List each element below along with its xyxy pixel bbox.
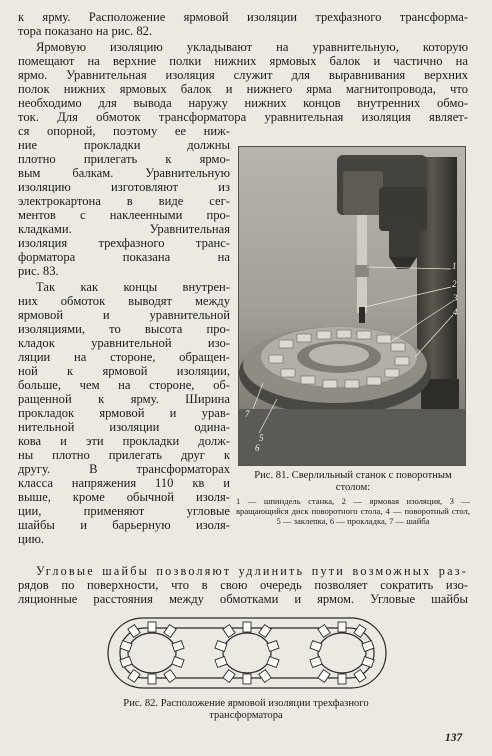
text-line: нительной изоляции одина- [18, 420, 230, 434]
page-number: 137 [445, 732, 463, 744]
text-line: ции, применяют угловые [18, 504, 230, 518]
drilling-machine-photo [238, 146, 466, 466]
figure-81-caption: Рис. 81. Сверлильный станок с поворотным столом: [254, 470, 452, 493]
text-line: полок нижних ярмовых балок и нижнего ярма магнитопровода, что [18, 82, 468, 96]
callout-1: 1 [452, 261, 457, 271]
text-line: ляционные расстояния между обмотками и ярмом. Угловые шайбы [18, 592, 468, 606]
text-line: рис. 83. [18, 264, 59, 278]
text-line: изоляция трехфазного транс- [18, 236, 230, 250]
callout-2: 2 [452, 279, 457, 289]
text-line: другу. В трансформаторах [18, 462, 230, 476]
figure-82-caption: Рис. 82. Расположение ярмовой изоляции трехфазного трансформатора [123, 698, 369, 721]
text-line: больше, чем на стороне, об- [18, 378, 230, 392]
text-line: шайбы и барьерную изоля- [18, 518, 230, 532]
text-line: ляции на стороне, обращен- [18, 350, 230, 364]
callout-5: 5 [259, 433, 264, 443]
figure-81-legend: 1 — шпиндель станка, 2 — ярмовая изоляция, 3 — вращающийся диск поворотного стола, 4 — поворотный стол, 5 — заклепка, 6 — прокладка, 7 — шайба [236, 496, 470, 526]
text-line: вым балкам. Уравнительную [18, 166, 230, 180]
callout-6: 6 [255, 443, 260, 453]
yoke-insulation-drawing [104, 612, 390, 694]
text-line: класса напряжения 110 кв и [18, 476, 230, 490]
text-line: Так как концы внутрен- [36, 280, 230, 294]
text-line: рядов по поверхности, что в свою очередь позволяет сократить изо- [18, 578, 468, 592]
text-line: необходимо для вывода наружу нижних концов внутренних обмо- [18, 96, 468, 110]
text-line: ны плотно прилегать друг к [18, 448, 230, 462]
text-line: плотно прилегать к ярмо- [18, 152, 230, 166]
text-line: изоляцию изготовляют из [18, 180, 230, 194]
text-line: ся опорной, поэтому ее ниж- [18, 124, 230, 138]
text-line: Угловые шайбы позволяют удлинить пути возможных раз- [36, 564, 468, 578]
text-line: помещают на верхние полки нижних ярмовых балок и частично на [18, 54, 468, 68]
text-line: тора показано на рис. 82. [18, 24, 153, 38]
text-line: Ярмовую изоляцию укладывают на уравнительную, которую [36, 40, 468, 54]
text-line: кова и эти прокладки долж- [18, 434, 230, 448]
text-line: ращенной к ярму. Ширина [18, 392, 230, 406]
text-line: ние прокладки должны [18, 138, 230, 152]
text-line: цию. [18, 532, 45, 546]
text-line: форматора показана на [18, 250, 230, 264]
text-line: прокладок ярмовой и урав- [18, 406, 230, 420]
callout-4: 4 [453, 307, 458, 317]
text-line: них обмоток выводят между [18, 294, 230, 308]
text-line: изоляциями, то высота про- [18, 322, 230, 336]
text-line: электрокартона в виде сег- [18, 194, 230, 208]
text-line: кладками. Уравнительная [18, 222, 230, 236]
text-line: кладок уравнительной изо- [18, 336, 230, 350]
text-line: к ярму. Расположение ярмовой изоляции трехфазного трансформа- [18, 10, 468, 24]
callout-3: 3 [453, 293, 458, 303]
text-line: ментов с наклеенными про- [18, 208, 230, 222]
callout-7: 7 [245, 409, 250, 419]
text-line: ток. Для обмоток трансформатора уравнительная изоляция являет- [18, 110, 468, 124]
text-line: ной к ярмовой изоляции, [18, 364, 230, 378]
text-line: ярмо. Уравнительная изоляция служит для выравнивания верхних [18, 68, 468, 82]
text-line: ярмовой и уравнительной [18, 308, 230, 322]
text-line: выше, кроме обычной изоля- [18, 490, 230, 504]
